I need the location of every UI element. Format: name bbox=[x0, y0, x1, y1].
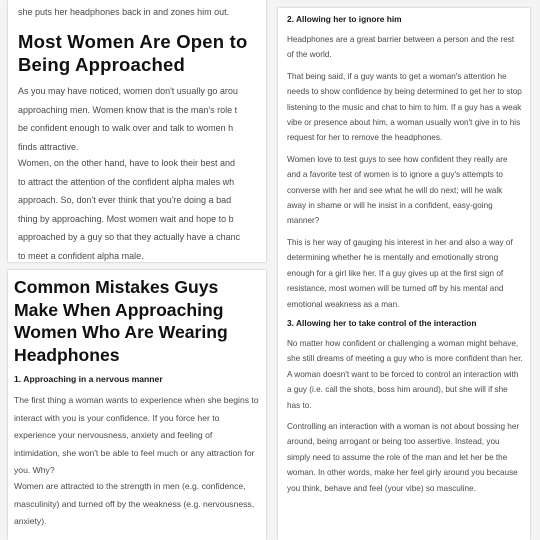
paragraph: Controlling an interaction with a woman is not about bossing her around, being arrogant or being too assertive. Instead, you simply need to assume the role of the man and let her be the woman. In other words, make her feel girly around you because you think, behave and feel (your vibe) so masculine. bbox=[287, 421, 520, 493]
cut-off-text-line: she puts her headphones back in and zones him out. bbox=[18, 7, 230, 17]
section-heading: Most Women Are Open to Being Approached bbox=[18, 31, 248, 75]
text-line: to attract the attention of the confident alpha males wh bbox=[18, 176, 235, 187]
article-panel-top-left bbox=[8, 0, 266, 262]
paragraph: That being said, if a guy wants to get a woman's attention he needs to show confidence by being determined to get her to stop listening to the music and chat to him to him. If a guy has a weak vibe or presence about him, a woman usually won't give in to his request for her to remove the headphones. bbox=[287, 71, 522, 143]
paragraph: Women love to test guys to see how confident they really are and a favorite test of women is to ignore a guy's attempts to converse with her and see what he will do next; will he walk away in shame or will he insist in a confident, easy-going manner? bbox=[287, 154, 508, 226]
paragraph: This is her way of gauging his interest in her and also a way of determining whether he is mentally and emotionally strong enough for a girl like her. If a guy gives up at the first sign of resistance, most women will be turned off by his mental and emotional weakness as a man. bbox=[287, 237, 513, 309]
text-line: to meet a confident alpha male. bbox=[18, 250, 144, 261]
paragraph: No matter how confident or challenging a woman might behave, she still dreams of meeting a guy who is more confident than her. A woman doesn't want to be forced to control an interaction with a guy (i.e. call the shots, boss him around), but she will if she has to. bbox=[287, 338, 523, 410]
subheading: 3. Allowing her to take control of the interaction bbox=[287, 317, 477, 328]
text-line: Women, on the other hand, have to look their best and bbox=[18, 158, 235, 168]
paragraph: The first thing a woman wants to experience when she begins to interact with you is your confidence. If you force her to experience your nervousness, anxiety and feeling of intimidation, she won't be able to feel much or any attraction for you. Why? bbox=[14, 395, 259, 475]
text-line: be confident enough to walk over and talk to women h bbox=[18, 123, 234, 133]
text-line: thing by approaching. Most women wait and hope to b bbox=[18, 213, 234, 224]
paragraph bbox=[18, 82, 263, 156]
text-line: approached by a guy so that they actually have a chanc bbox=[18, 232, 241, 242]
section-heading: Common Mistakes Guys Make When Approaching Women Who Are Wearing Headphones bbox=[14, 277, 228, 365]
paragraph: Women are attracted to the strength in men (e.g. confidence, masculinity) and turned off by the weakness (e.g. nervousness, anxiety). bbox=[14, 481, 255, 526]
article-panel-bottom-left bbox=[8, 270, 266, 540]
text-line: approaching men. Women know that is the man's role t bbox=[18, 104, 238, 115]
text-line: As you may have noticed, women don't usually go arou bbox=[18, 86, 238, 96]
text-line: approach. So, don't ever think that you're doing a bad bbox=[18, 195, 232, 205]
paragraph: Headphones are a great barrier between a person and the rest of the world. bbox=[287, 35, 515, 60]
article-panel-right bbox=[278, 8, 530, 540]
subheading: 1. Approaching in a nervous manner bbox=[14, 374, 163, 384]
paragraph bbox=[18, 154, 263, 262]
text-line: finds attractive. bbox=[18, 141, 79, 152]
subheading: 2. Allowing her to ignore him bbox=[287, 14, 402, 24]
